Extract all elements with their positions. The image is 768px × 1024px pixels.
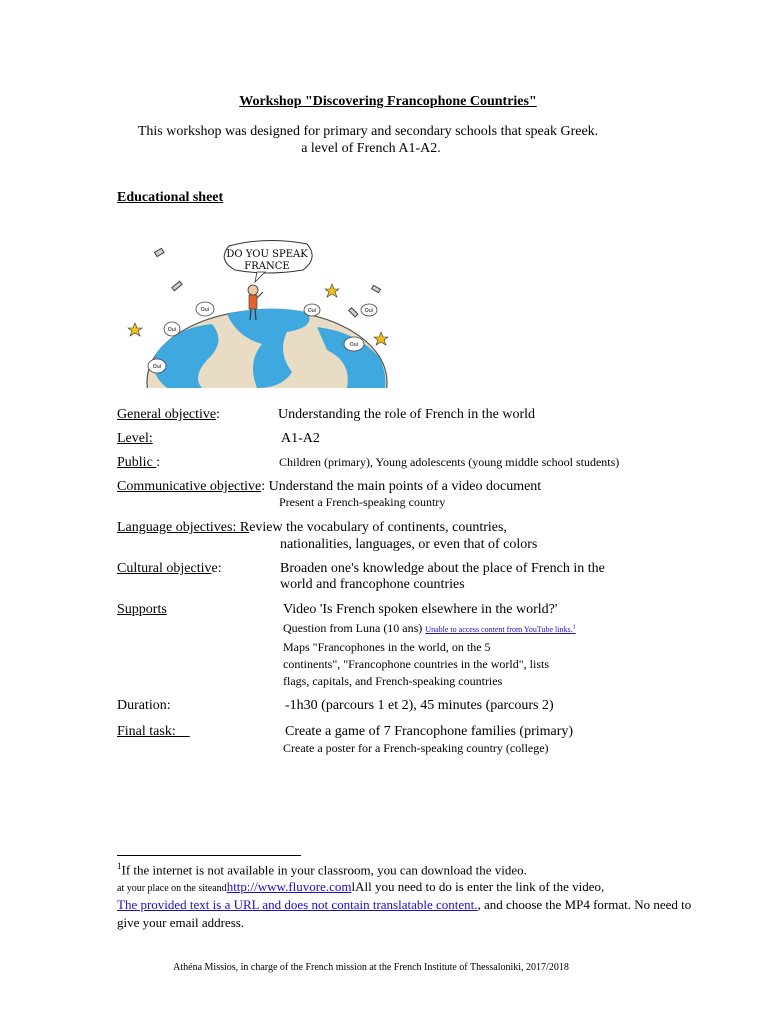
language-objectives-line2: nationalities, languages, or even that of colors xyxy=(280,537,538,552)
footnote-line4: give your email address. xyxy=(117,915,245,930)
bubble-text-2: FRANCE xyxy=(244,261,290,272)
language-objectives: Language objectives: Review the vocabulary of continents, countries, xyxy=(117,520,507,535)
footnote-line2: at your place on the siteandhttp://www.fluvore.comlAll you need to do is enter the link of the video, xyxy=(117,879,605,894)
footnote-line1: $^1$If the internet is not available in your classroom, you can download the video. xyxy=(117,861,527,878)
footnote-line3: The provided text is a URL and does not contain translatable content., and choose the MP4 format. No need to xyxy=(117,897,692,912)
cultural-objective-line2: world and francophone countries xyxy=(280,577,465,592)
supports-line4: continents", "Francophone countries in the world", lists xyxy=(283,657,549,671)
oui-bubble-text: Oui xyxy=(364,308,374,314)
oui-bubble-text: Oui xyxy=(167,327,177,333)
duration-value: -1h30 (parcours 1 et 2), 45 minutes (parcours 2) xyxy=(285,698,554,713)
public-label: Public : xyxy=(117,455,161,470)
intro-line-1: This workshop was designed for primary and secondary schools that speak Greek. xyxy=(137,124,599,139)
general-objective-label: General objective: xyxy=(117,407,221,422)
speech-bubble xyxy=(224,240,312,282)
bubble-text-1: DO YOU SPEAK xyxy=(226,249,308,260)
intro-line-2: a level of French A1-A2. xyxy=(301,141,441,156)
globe-illustration xyxy=(117,232,404,388)
footnote-separator xyxy=(117,855,301,856)
oui-bubble-text: Oui xyxy=(200,307,210,313)
supports-line1: Video 'Is French spoken elsewhere in the world?' xyxy=(283,602,558,617)
final-task-line2: Create a poster for a French-speaking country (college) xyxy=(283,741,549,755)
cultural-objective-line1: Broaden one's knowledge about the place of French in the xyxy=(280,561,605,576)
supports-line5: flags, capitals, and French-speaking countries xyxy=(283,674,503,688)
cultural-objective-label: Cultural objective: xyxy=(117,561,222,576)
final-task-label: Final task: xyxy=(117,724,190,739)
supports-line3: Maps "Francophones in the world, on the 5 xyxy=(283,640,491,654)
communicative-objective-line2: Present a French-speaking country xyxy=(279,495,446,509)
youtube-link[interactable]: Unable to access content from YouTube links.$^1$ xyxy=(425,624,576,634)
final-task-line1: Create a game of 7 Francophone families (primary) xyxy=(285,724,574,739)
oui-bubble-text: Oui xyxy=(307,308,317,314)
public-value: Children (primary), Young adolescents (young middle school students) xyxy=(279,455,620,469)
section-heading: Educational sheet xyxy=(117,190,224,205)
communicative-objective: Communicative objective: Understand the main points of a video document xyxy=(117,479,542,494)
level-value: A1-A2 xyxy=(281,431,320,446)
duration-label: Duration: xyxy=(117,698,171,713)
supports-label: Supports xyxy=(117,602,167,617)
supports-line2: Question from Luna (10 ans) Unable to access content from YouTube links.$^1$ xyxy=(283,621,576,635)
oui-bubble-text: Oui xyxy=(349,342,359,348)
oui-bubble-text: Oui xyxy=(152,364,162,370)
general-objective-value: Understanding the role of French in the world xyxy=(278,407,535,422)
fluvore-link[interactable]: http://www.fluvore.com xyxy=(226,879,352,894)
translation-link[interactable]: The provided text is a URL and does not contain translatable content. xyxy=(117,897,478,912)
document-title: Workshop "Discovering Francophone Countries" xyxy=(239,94,537,109)
page-footer: Athéna Missios, in charge of the French mission at the French Institute of Thessaloniki, 2017/2018 xyxy=(173,962,569,973)
level-label: Level: xyxy=(117,431,153,446)
